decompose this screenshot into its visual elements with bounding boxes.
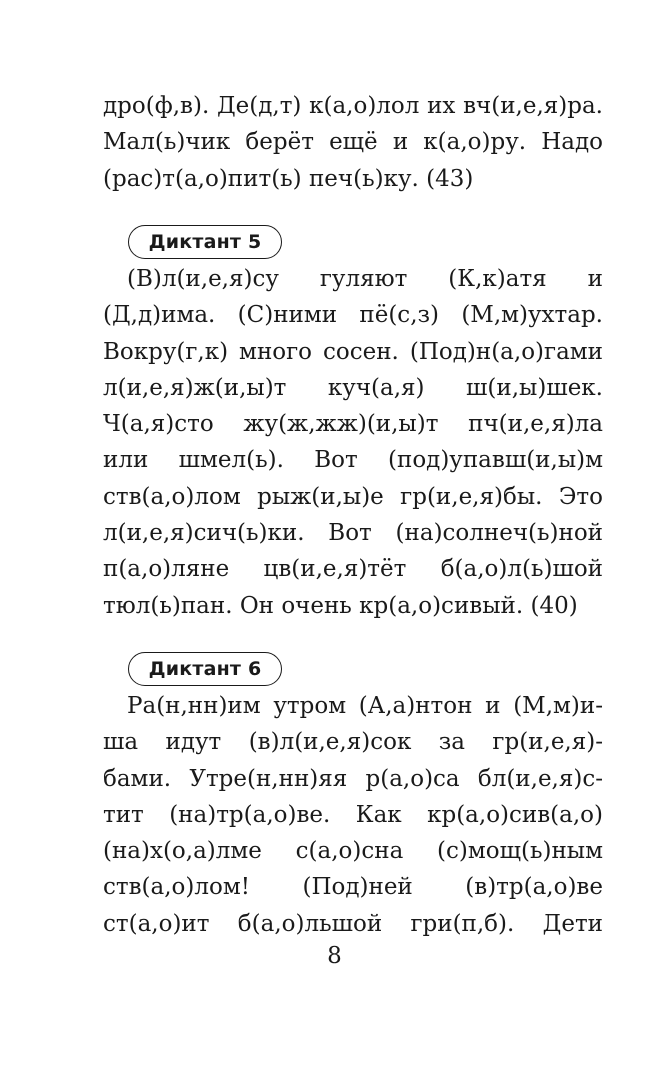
text-line: или шмел(ь). Вот (под)упавш(и,ы)м xyxy=(103,447,603,474)
dictation-5-text xyxy=(103,261,603,624)
text-line: п(а,о)ляне цв(и,е,я)тёт б(а,о)л(ь)шой xyxy=(103,556,603,583)
text-line: бами. Утре(н,нн)яя р(а,о)са бл(и,е,я)с- xyxy=(103,765,603,792)
text-line: Вокру(г,к) много сосен. (Под)н(а,о)гами xyxy=(103,338,603,365)
continued-paragraph xyxy=(103,88,603,197)
page-number: 8 xyxy=(327,943,342,969)
text-line: (на)х(о,а)лме с(а,о)сна (с)мощ(ь)ным xyxy=(103,838,603,865)
text-line: Ра(н,нн)им утром (А,а)нтон и (М,м)и- xyxy=(127,693,603,719)
text-line: (рас)т(а,о)пит(ь) печ(ь)ку. (43) xyxy=(103,165,474,192)
text-line: ст(а,о)ит б(а,о)льшой гри(п,б). Дети xyxy=(103,910,603,937)
text-line: ств(а,о)лом! (Под)ней (в)тр(а,о)ве xyxy=(103,874,603,901)
text-line: Мал(ь)чик берёт ещё и к(а,о)ру. Надо xyxy=(103,129,603,156)
dictation-5-heading: Диктант 5 xyxy=(128,225,282,259)
text-line: (Д,д)има. (С)ними пё(с,з) (М,м)ухтар. xyxy=(103,302,603,329)
text-line: ств(а,о)лом рыж(и,ы)е гр(и,е,я)бы. Это xyxy=(103,483,603,510)
text-line: дро(ф,в). Де(д,т) к(а,о)лол их вч(и,е,я)ра. xyxy=(103,93,603,119)
dictation-6-heading: Диктант 6 xyxy=(128,652,282,686)
text-line: л(и,е,я)ж(и,ы)т куч(а,я) ш(и,ы)шек. xyxy=(103,374,603,401)
text-line: тюл(ь)пан. Он очень кр(а,о)сивый. (40) xyxy=(103,592,578,619)
text-line: л(и,е,я)сич(ь)ки. Вот (на)солнеч(ь)ной xyxy=(103,520,603,547)
dictation-6-text xyxy=(103,688,603,942)
text-line: (В)л(и,е,я)су гуляют (К,к)атя и xyxy=(127,266,603,292)
text-line: Ч(а,я)сто жу(ж,жж)(и,ы)т пч(и,е,я)ла xyxy=(103,411,603,438)
text-line: тит (на)тр(а,о)ве. Как кр(а,о)сив(а,о) xyxy=(103,801,603,828)
text-line: ша идут (в)л(и,е,я)сок за гр(и,е,я)- xyxy=(103,729,603,756)
